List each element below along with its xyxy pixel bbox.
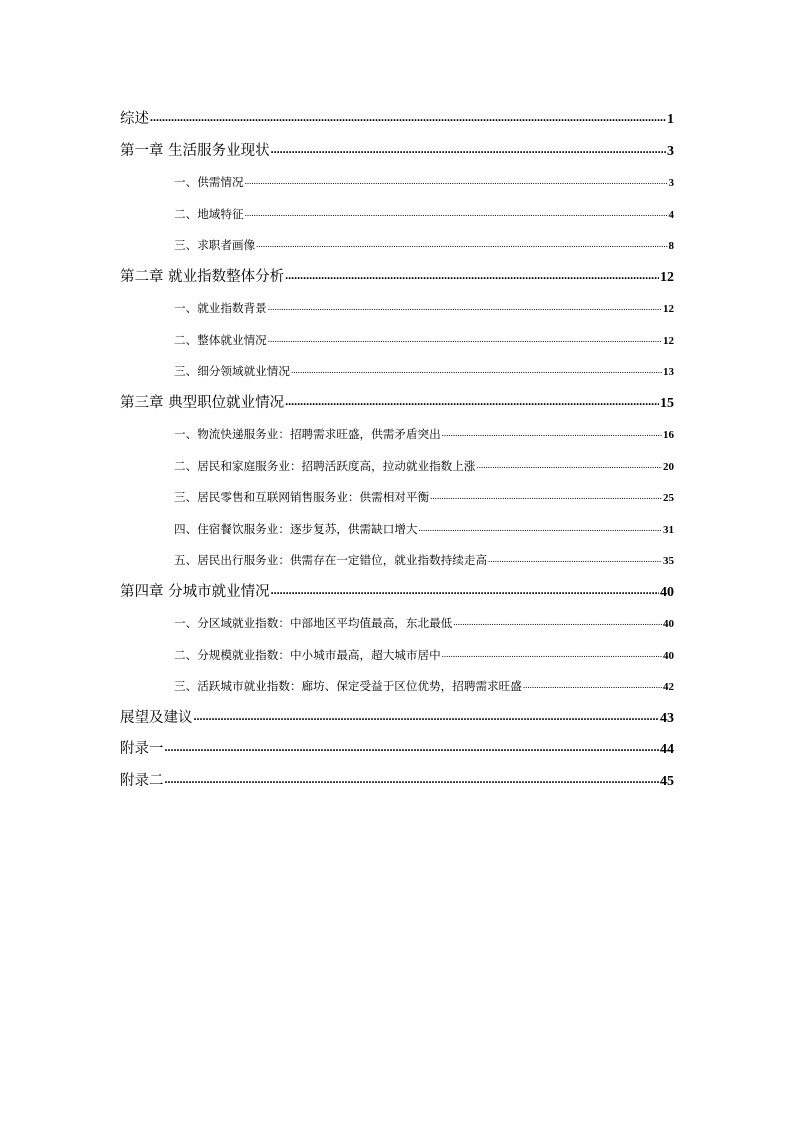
- toc-entry-page: 44: [660, 742, 674, 757]
- toc-entry-title: 四、住宿餐饮服务业：逐步复苏，供需缺口增大: [174, 521, 418, 536]
- toc-entry-title: 三、求职者画像: [174, 238, 256, 252]
- toc-entry-page: 35: [663, 555, 674, 567]
- toc-leader-dots: [150, 109, 666, 124]
- toc-leader-dots: [268, 300, 662, 312]
- toc-entry-title: 附录一: [120, 741, 164, 757]
- table-of-contents: [120, 104, 674, 797]
- toc-entry-section[interactable]: [120, 419, 674, 451]
- toc-entry-title: 一、就业指数背景: [174, 301, 267, 315]
- toc-entry-title: 三、细分领域就业情况: [174, 364, 290, 378]
- toc-entry-section[interactable]: [120, 482, 674, 514]
- toc-entry-title: 一、分区域就业指数：中部地区平均值最高，东北最低: [174, 616, 453, 630]
- toc-entry-page: 12: [660, 269, 674, 285]
- toc-leader-dots: [442, 647, 662, 659]
- toc-entry-page: 3: [668, 177, 674, 189]
- toc-leader-dots: [291, 363, 662, 375]
- toc-entry-title: 三、居民零售和互联网销售服务业：供需相对平衡: [174, 490, 430, 504]
- toc-entry-section[interactable]: [120, 325, 674, 357]
- toc-entry-title: 第一章 生活服务业现状: [120, 142, 270, 159]
- toc-leader-dots: [165, 770, 660, 785]
- toc-entry-page: 1: [667, 112, 674, 127]
- toc-entry-title: 展望及建议: [120, 709, 193, 726]
- toc-entry-page: 42: [663, 681, 674, 693]
- toc-leader-dots: [453, 615, 662, 627]
- toc-entry-page: 15: [660, 395, 674, 411]
- toc-entry-page: 40: [663, 649, 674, 662]
- toc-entry-title: 三、活跃城市就业指数：廊坊、保定受益于区位优势，招聘需求旺盛: [174, 679, 522, 693]
- toc-entry-section[interactable]: [120, 671, 674, 703]
- toc-leader-dots: [256, 237, 667, 249]
- toc-entry-title: 第四章 分城市就业情况: [120, 583, 270, 600]
- toc-entry-title: 综述: [120, 111, 149, 127]
- toc-entry-section[interactable]: [120, 230, 674, 262]
- toc-entry-title: 一、物流快递服务业：招聘需求旺盛，供需矛盾突出: [174, 427, 441, 441]
- toc-entry-appendix-2[interactable]: [120, 766, 674, 798]
- toc-entry-section[interactable]: [120, 199, 674, 231]
- toc-entry-title: 第二章 就业指数整体分析: [120, 268, 285, 285]
- toc-leader-dots: [442, 426, 662, 438]
- toc-entry-chapter-1[interactable]: [120, 136, 674, 168]
- toc-entry-page: 16: [663, 429, 674, 441]
- toc-entry-page: 40: [660, 584, 674, 600]
- toc-leader-dots: [165, 739, 660, 754]
- toc-entry-section[interactable]: [120, 356, 674, 388]
- toc-leader-dots: [245, 206, 668, 218]
- toc-entry-page: 43: [660, 710, 674, 726]
- toc-leader-dots: [476, 458, 662, 470]
- toc-leader-dots: [523, 678, 662, 690]
- toc-entry-section[interactable]: [120, 451, 674, 483]
- toc-entry-page: 40: [663, 618, 674, 630]
- toc-entry-title: 二、居民和家庭服务业：招聘活跃度高，拉动就业指数上涨: [174, 458, 476, 473]
- toc-entry-page: 25: [663, 492, 674, 504]
- toc-entry-title: 二、整体就业情况: [174, 332, 267, 347]
- toc-entry-page: 31: [663, 523, 674, 536]
- toc-entry-page: 12: [663, 334, 674, 347]
- toc-entry-page: 20: [663, 460, 674, 473]
- toc-entry-title: 一、供需情况: [174, 175, 244, 189]
- toc-leader-dots: [271, 140, 666, 155]
- toc-leader-dots: [285, 266, 659, 281]
- toc-entry-title: 二、分规模就业指数：中小城市最高，超大城市居中: [174, 647, 441, 662]
- toc-entry-chapter-2[interactable]: [120, 262, 674, 294]
- toc-entry-title: 附录二: [120, 772, 164, 789]
- toc-entry-appendix-1[interactable]: [120, 734, 674, 766]
- toc-entry-section[interactable]: [120, 514, 674, 546]
- toc-leader-dots: [488, 552, 662, 564]
- toc-leader-dots: [285, 392, 659, 407]
- toc-entry-section[interactable]: [120, 545, 674, 577]
- toc-entry-page: 12: [663, 303, 674, 315]
- toc-entry-section[interactable]: [120, 640, 674, 672]
- toc-leader-dots: [268, 332, 662, 344]
- toc-leader-dots: [418, 521, 662, 533]
- toc-entry-section[interactable]: [120, 293, 674, 325]
- toc-entry-overview[interactable]: [120, 104, 674, 136]
- toc-entry-outlook[interactable]: [120, 703, 674, 735]
- toc-leader-dots: [245, 174, 668, 186]
- toc-entry-title: 二、地域特征: [174, 206, 244, 221]
- toc-entry-title: 第三章 典型职位就业情况: [120, 394, 285, 411]
- toc-leader-dots: [271, 581, 659, 596]
- toc-entry-chapter-3[interactable]: [120, 388, 674, 420]
- toc-entry-section[interactable]: [120, 608, 674, 640]
- toc-entry-page: 45: [660, 773, 674, 789]
- toc-entry-page: 8: [668, 240, 674, 252]
- toc-leader-dots: [430, 489, 662, 501]
- toc-entry-title: 五、居民出行服务业：供需存在一定错位，就业指数持续走高: [174, 553, 488, 567]
- toc-leader-dots: [194, 707, 660, 722]
- toc-entry-page: 4: [668, 208, 674, 221]
- toc-entry-page: 3: [667, 143, 674, 159]
- toc-entry-chapter-4[interactable]: [120, 577, 674, 609]
- toc-entry-page: 13: [663, 366, 674, 378]
- toc-entry-section[interactable]: [120, 167, 674, 199]
